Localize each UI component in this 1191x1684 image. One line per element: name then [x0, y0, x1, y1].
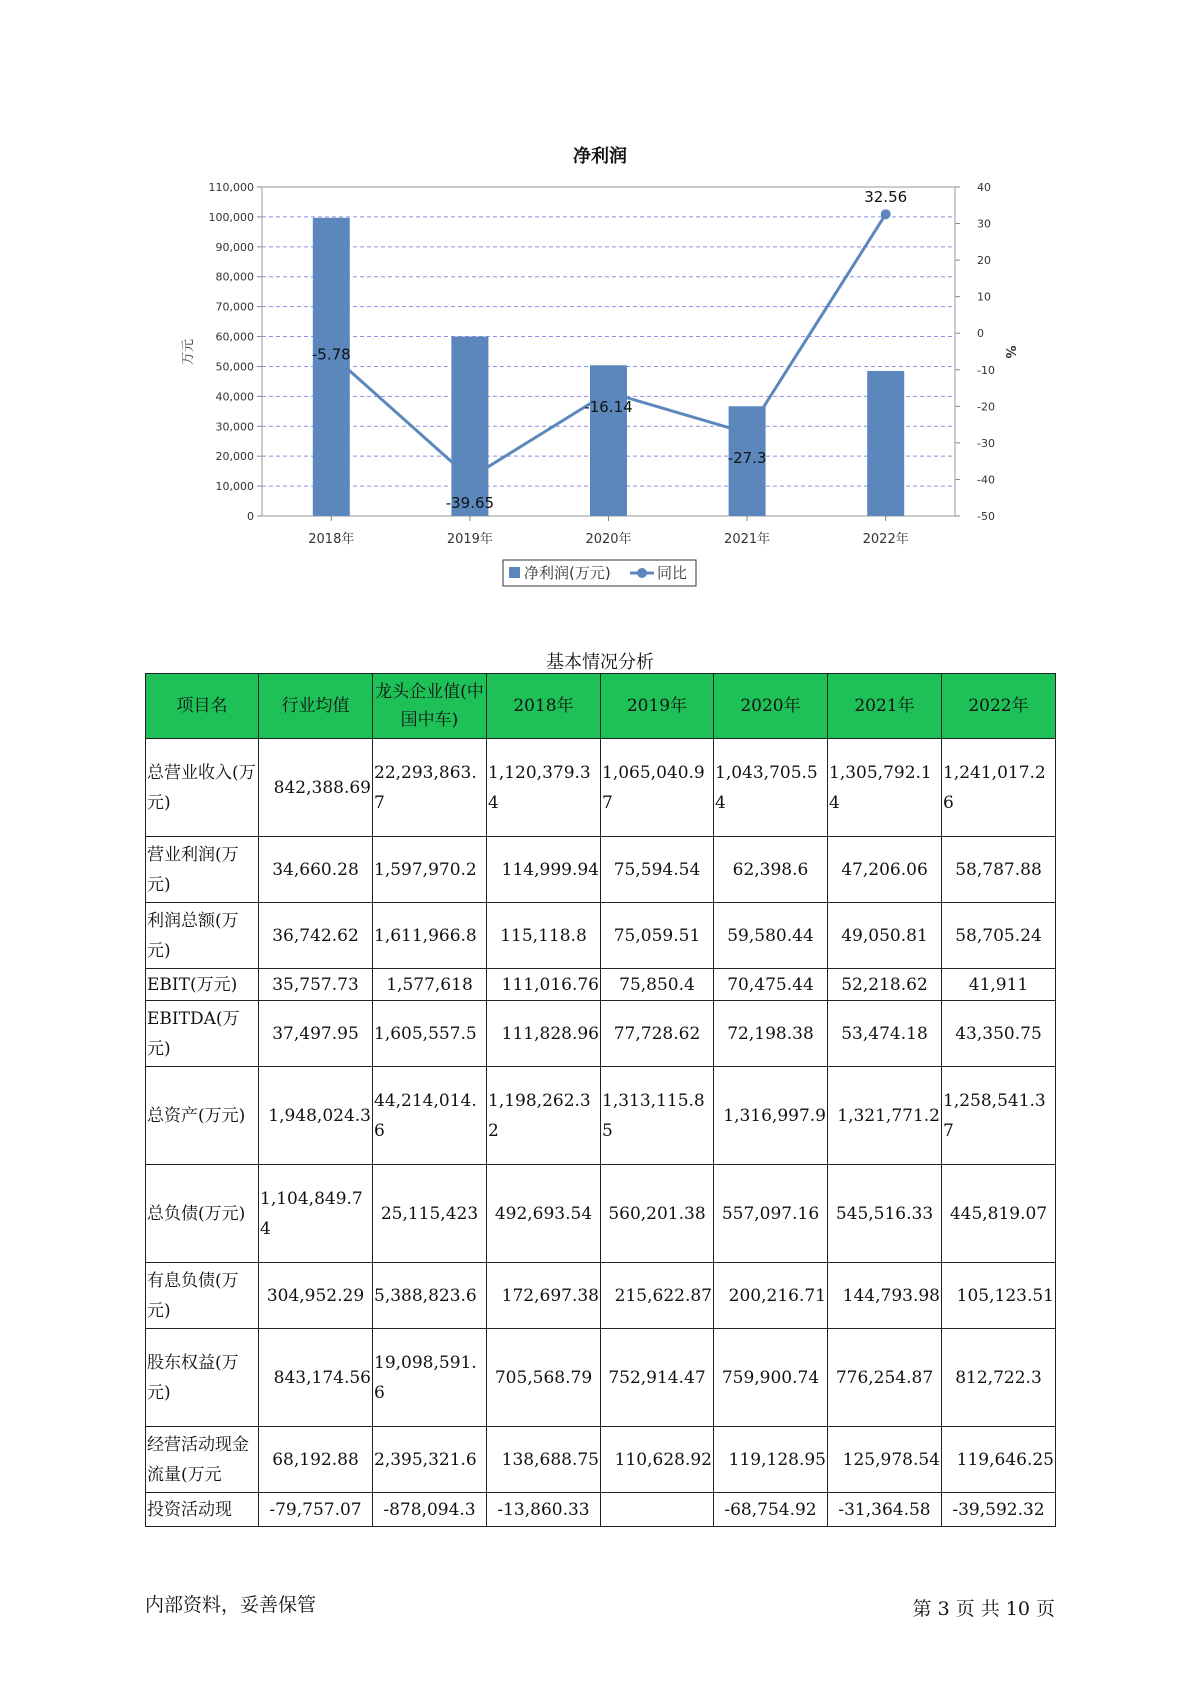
y-right-tick-label: 0	[977, 327, 984, 341]
y-right-tick-label: 10	[977, 290, 991, 304]
table-cell: -68,754.92	[714, 1493, 828, 1527]
y-right-tick-label: -20	[977, 400, 995, 414]
y-right-tick-label: 30	[977, 217, 991, 231]
header-leader-value: 龙头企业值(中国中车)	[373, 674, 487, 739]
y-right-axis-label: %	[1002, 345, 1017, 359]
table-cell: 114,999.94	[487, 837, 601, 903]
table-cell: -31,364.58	[828, 1493, 942, 1527]
row-label: 总负债(万元)	[146, 1165, 259, 1263]
table-row	[146, 1067, 1056, 1165]
table-cell: 1,313,115.85	[601, 1067, 714, 1165]
table-cell: 843,174.56	[259, 1329, 373, 1427]
table-cell: 75,850.4	[601, 969, 714, 1001]
row-label: 经营活动现金流量(万元	[146, 1427, 259, 1493]
table-cell: 1,321,771.2	[828, 1067, 942, 1165]
table-cell: 70,475.44	[714, 969, 828, 1001]
table-row	[146, 1263, 1056, 1329]
table-row	[146, 1165, 1056, 1263]
y-tick-label: 90,000	[215, 240, 254, 254]
table-cell: 49,050.81	[828, 903, 942, 969]
table-cell: -79,757.07	[259, 1493, 373, 1527]
table-cell: 215,622.87	[601, 1263, 714, 1329]
table-cell: 72,198.38	[714, 1001, 828, 1067]
y-tick-label: 30,000	[215, 420, 254, 434]
legend-line-label: 同比	[657, 564, 688, 582]
table-cell: 2,395,321.6	[373, 1427, 487, 1493]
header-2020: 2020年	[714, 674, 828, 739]
table-cell: 492,693.54	[487, 1165, 601, 1263]
row-label: EBITDA(万元)	[146, 1001, 259, 1067]
row-label: 总营业收入(万元)	[146, 739, 259, 837]
table-cell: 125,978.54	[828, 1427, 942, 1493]
table-cell: 5,388,823.6	[373, 1263, 487, 1329]
table-cell: 68,192.88	[259, 1427, 373, 1493]
table-cell: 34,660.28	[259, 837, 373, 903]
table-cell: 119,128.95	[714, 1427, 828, 1493]
table-cell: 776,254.87	[828, 1329, 942, 1427]
table-cell: 119,646.25	[942, 1427, 1056, 1493]
y-tick-label: 0	[247, 510, 254, 523]
table-cell: 705,568.79	[487, 1329, 601, 1427]
row-label: 投资活动现	[146, 1493, 259, 1527]
bar	[867, 371, 904, 516]
table-cell: 1,605,557.5	[373, 1001, 487, 1067]
legend-line-marker	[637, 568, 647, 578]
table-cell: 37,497.95	[259, 1001, 373, 1067]
table-cell	[601, 1493, 714, 1527]
table-row	[146, 739, 1056, 837]
footer-confidential: 内部资料，妥善保管	[145, 1594, 317, 1616]
y-right-tick-label: -30	[977, 436, 995, 450]
table-cell: 36,742.62	[259, 903, 373, 969]
table-cell: 1,597,970.2	[373, 837, 487, 903]
y-tick-label: 40,000	[215, 390, 254, 404]
net-profit-chart	[0, 0, 1191, 600]
bar	[590, 365, 627, 516]
bar	[451, 337, 488, 516]
table-cell: 47,206.06	[828, 837, 942, 903]
table-header-row	[146, 674, 1056, 739]
table-cell: 138,688.75	[487, 1427, 601, 1493]
chart-svg	[0, 0, 1191, 600]
row-label: 有息负债(万元)	[146, 1263, 259, 1329]
row-label: EBIT(万元)	[146, 969, 259, 1001]
table-row	[146, 903, 1056, 969]
table-cell: 842,388.69	[259, 739, 373, 837]
header-item-name: 项目名	[146, 674, 259, 739]
table-cell: 144,793.98	[828, 1263, 942, 1329]
row-label: 利润总额(万元)	[146, 903, 259, 969]
table-row	[146, 837, 1056, 903]
table-cell: 1,241,017.26	[942, 739, 1056, 837]
table-cell: 445,819.07	[942, 1165, 1056, 1263]
table-cell: 1,104,849.74	[259, 1165, 373, 1263]
table-cell: -878,094.3	[373, 1493, 487, 1527]
yoy-data-label: -39.65	[445, 494, 495, 513]
table-cell: 557,097.16	[714, 1165, 828, 1263]
table-cell: 111,016.76	[487, 969, 601, 1001]
table-cell: 75,594.54	[601, 837, 714, 903]
table-cell: 115,118.8	[487, 903, 601, 969]
table-cell: 53,474.18	[828, 1001, 942, 1067]
table-cell: 1,305,792.14	[828, 739, 942, 837]
x-tick-label: 2018年	[308, 532, 355, 547]
table-cell: 58,787.88	[942, 837, 1056, 903]
table-row	[146, 1493, 1056, 1527]
yoy-data-label: -27.3	[727, 449, 767, 468]
table-cell: 1,258,541.37	[942, 1067, 1056, 1165]
table-cell: 58,705.24	[942, 903, 1056, 969]
y-tick-label: 70,000	[215, 300, 254, 314]
table-cell: 812,722.3	[942, 1329, 1056, 1427]
table-cell: 1,065,040.97	[601, 739, 714, 837]
table-cell: 545,516.33	[828, 1165, 942, 1263]
yoy-data-label: 32.56	[864, 188, 908, 207]
y-tick-label: 80,000	[215, 270, 254, 284]
table-cell: 52,218.62	[828, 969, 942, 1001]
table-cell: 111,828.96	[487, 1001, 601, 1067]
table-cell: 200,216.71	[714, 1263, 828, 1329]
basic-analysis-table	[145, 673, 1056, 1527]
table-cell: 759,900.74	[714, 1329, 828, 1427]
legend-bar-label: 净利润(万元)	[524, 564, 611, 582]
table-cell: 19,098,591.6	[373, 1329, 487, 1427]
table-cell: 75,059.51	[601, 903, 714, 969]
table-cell: 752,914.47	[601, 1329, 714, 1427]
y-tick-label: 50,000	[215, 360, 254, 374]
table-cell: 110,628.92	[601, 1427, 714, 1493]
table-cell: 25,115,423	[373, 1165, 487, 1263]
yoy-point	[881, 209, 891, 219]
table-cell: -39,592.32	[942, 1493, 1056, 1527]
x-tick-label: 2020年	[585, 532, 632, 547]
table-cell: 1,611,966.8	[373, 903, 487, 969]
y-tick-label: 60,000	[215, 330, 254, 344]
chart-title: 净利润	[573, 146, 627, 167]
table-cell: 172,697.38	[487, 1263, 601, 1329]
table-row	[146, 1329, 1056, 1427]
table-row	[146, 1427, 1056, 1493]
y-right-tick-label: -40	[977, 473, 995, 487]
table-cell: 560,201.38	[601, 1165, 714, 1263]
y-right-tick-label: 20	[977, 254, 991, 268]
table-cell: 1,198,262.32	[487, 1067, 601, 1165]
table-cell: 1,120,379.34	[487, 739, 601, 837]
table-cell: 59,580.44	[714, 903, 828, 969]
y-right-tick-label: 40	[977, 181, 991, 194]
x-tick-label: 2019年	[446, 532, 493, 547]
x-tick-label: 2021年	[724, 532, 771, 547]
table-cell: 105,123.51	[942, 1263, 1056, 1329]
footer-page-number: 第 3 页 共 10 页	[912, 1598, 1055, 1620]
table-cell: 41,911	[942, 969, 1056, 1001]
y-tick-label: 110,000	[208, 181, 254, 194]
yoy-data-label: -16.14	[584, 398, 633, 417]
table-cell: 43,350.75	[942, 1001, 1056, 1067]
yoy-data-label: -5.78	[311, 345, 351, 364]
header-2022: 2022年	[942, 674, 1056, 739]
header-industry-avg: 行业均值	[259, 674, 373, 739]
table-cell: 77,728.62	[601, 1001, 714, 1067]
header-2018: 2018年	[487, 674, 601, 739]
table-cell: 22,293,863.7	[373, 739, 487, 837]
table-title: 基本情况分析	[546, 652, 654, 673]
table-cell: 35,757.73	[259, 969, 373, 1001]
y-right-tick-label: -10	[977, 363, 995, 377]
y-tick-label: 100,000	[208, 210, 254, 224]
row-label: 总资产(万元)	[146, 1067, 259, 1165]
legend-bar-swatch	[509, 567, 520, 578]
y-axis-label: 万元	[181, 338, 196, 366]
table-cell: 1,577,618	[373, 969, 487, 1001]
table-row	[146, 969, 1056, 1001]
table-cell: 1,948,024.3	[259, 1067, 373, 1165]
header-2019: 2019年	[601, 674, 714, 739]
row-label: 营业利润(万元)	[146, 837, 259, 903]
table-cell: -13,860.33	[487, 1493, 601, 1527]
table-cell: 1,043,705.54	[714, 739, 828, 837]
y-right-tick-label: -50	[977, 510, 995, 523]
y-tick-label: 20,000	[215, 450, 254, 464]
table-cell: 44,214,014.6	[373, 1067, 487, 1165]
table-row	[146, 1001, 1056, 1067]
row-label: 股东权益(万元)	[146, 1329, 259, 1427]
table-cell: 304,952.29	[259, 1263, 373, 1329]
table-cell: 1,316,997.9	[714, 1067, 828, 1165]
y-tick-label: 10,000	[215, 480, 254, 494]
x-tick-label: 2022年	[862, 532, 909, 547]
header-2021: 2021年	[828, 674, 942, 739]
table-cell: 62,398.6	[714, 837, 828, 903]
